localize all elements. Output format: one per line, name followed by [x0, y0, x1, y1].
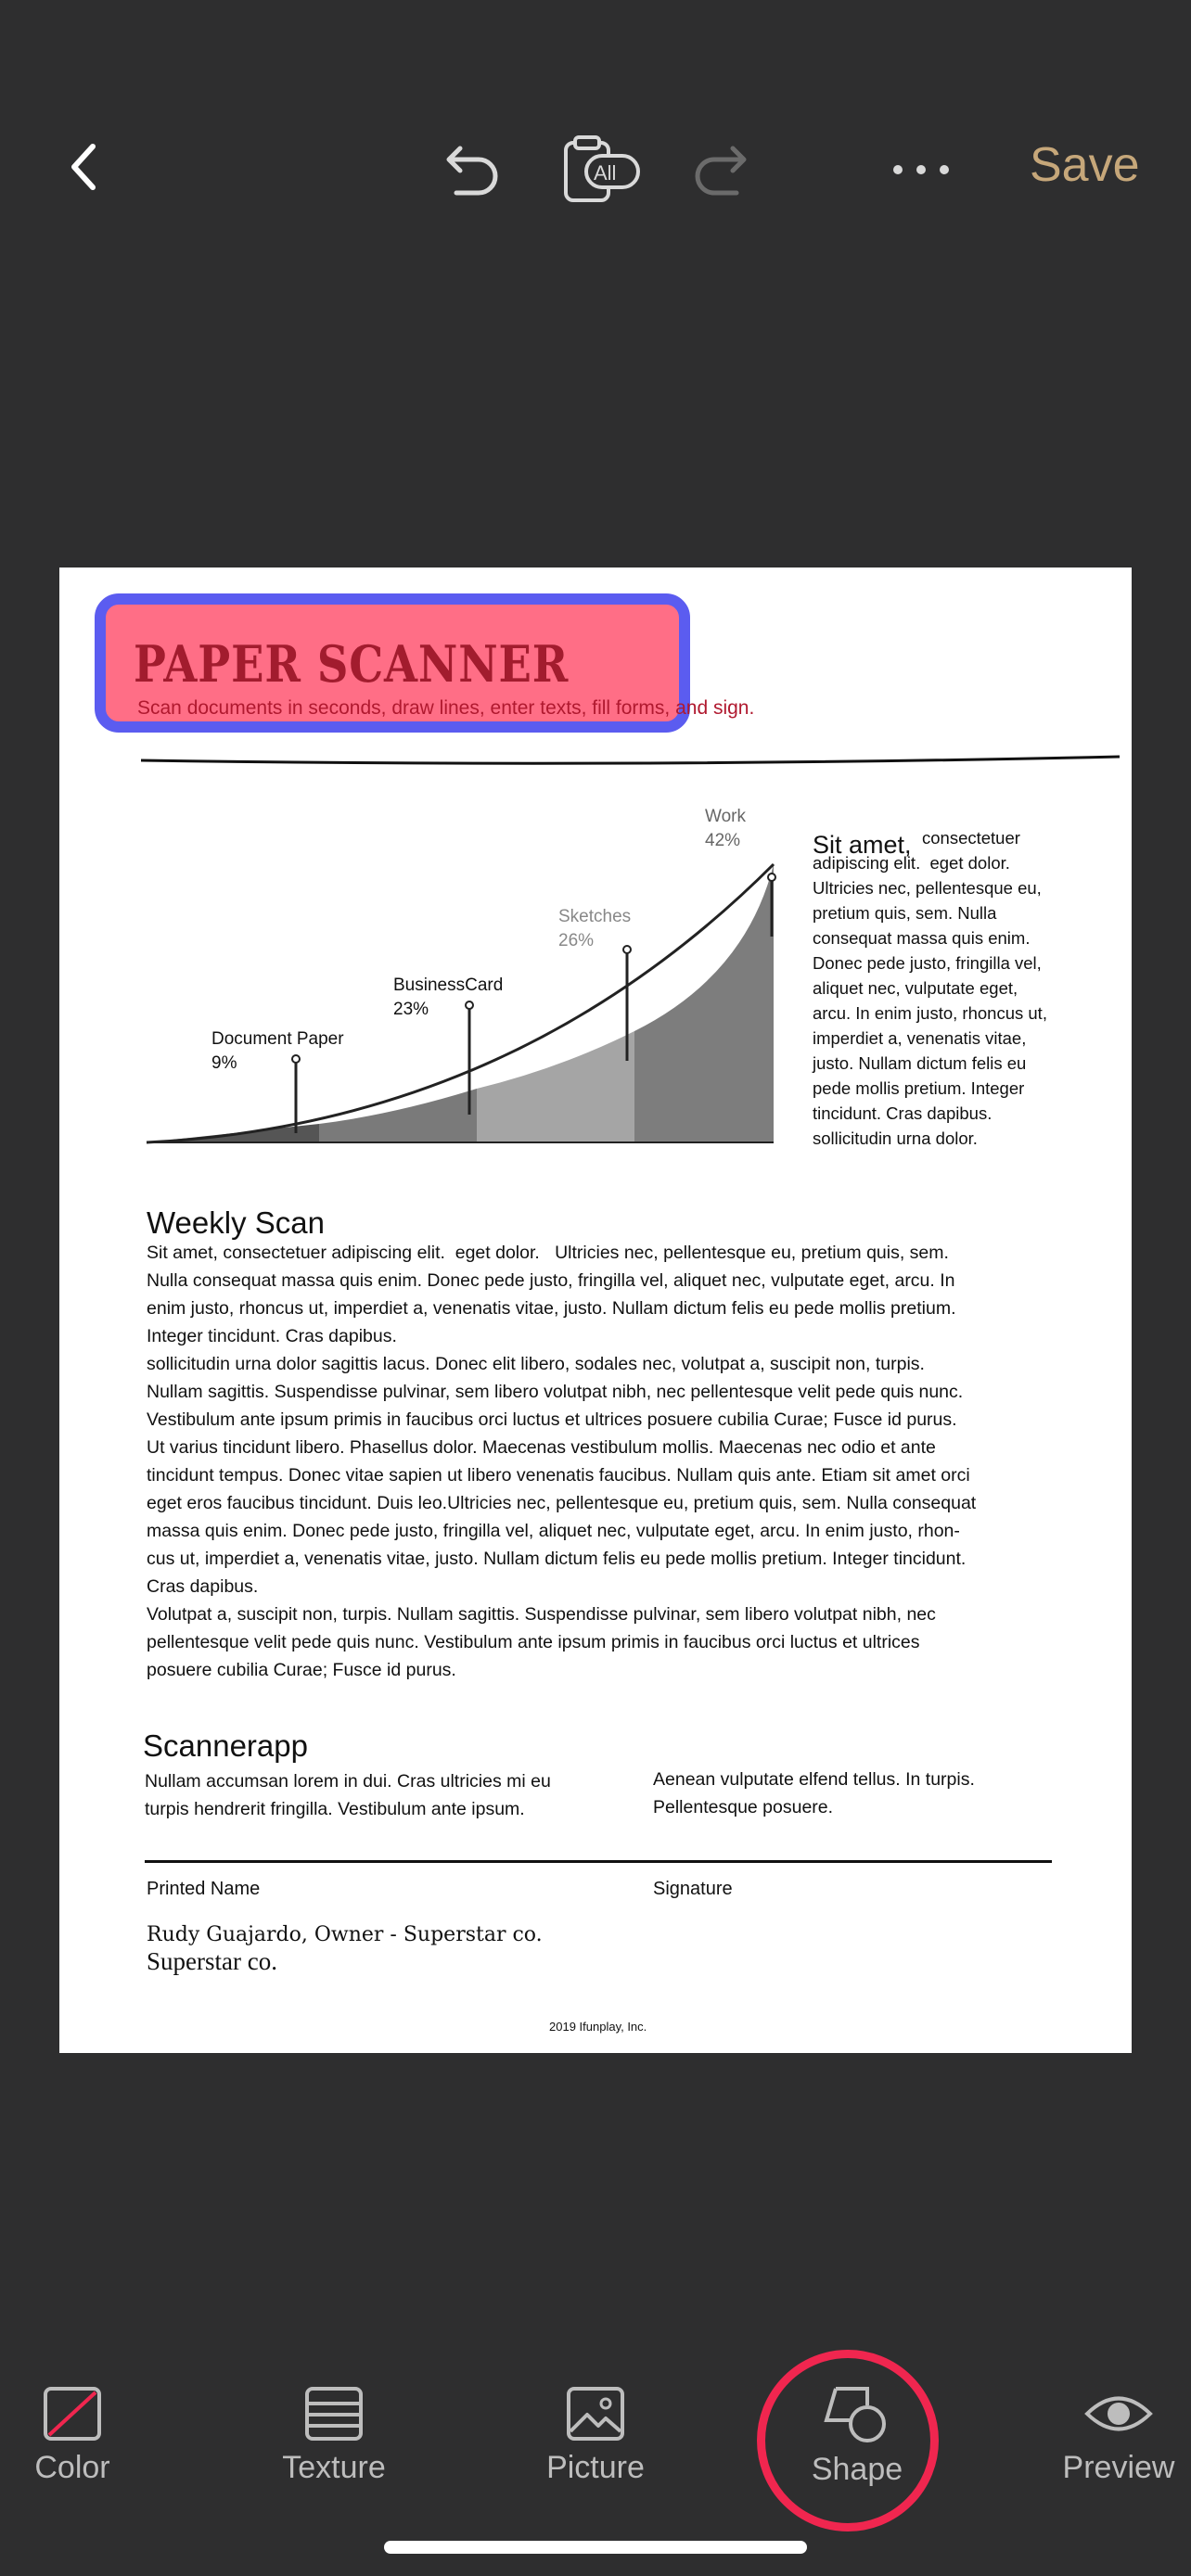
header-divider-line	[141, 751, 1124, 770]
printed-name-line2: Superstar co.	[147, 1947, 277, 1975]
back-button[interactable]	[65, 139, 111, 198]
signature-divider-line	[145, 1860, 1052, 1863]
eye-icon	[1083, 2383, 1154, 2444]
section-body-right: Aenean vulputate elfend tellus. In turpis. Pellentesque posuere.	[653, 1769, 975, 1817]
toolbar-preview[interactable]	[1026, 2383, 1191, 2486]
home-indicator	[384, 2541, 807, 2554]
redo-button[interactable]	[690, 135, 749, 200]
texture-lines-icon	[301, 2383, 366, 2444]
side-text: consectetuer adipiscing elit. eget dolor. Ultricies nec, pellentesque eu, pretium quis, sem. Nulla consequat massa quis enim. Donec pede justo, fringilla vel, aliquet nec, vulputate eget, arcu. In enim justo, rhoncus ut, imperdiet a, venenatis vitae, justo. Nullam dictum felis eu pede mollis pretium. Integer tincidunt. Cras dapibus. sollicitudin urna dolor.	[813, 828, 1047, 1148]
clear-all-button[interactable]	[560, 134, 642, 206]
scanned-document[interactable]	[59, 567, 1132, 2053]
section-title-weekly-scan: Weekly Scan	[147, 1205, 325, 1240]
chart-area-segment-3	[477, 1031, 634, 1142]
more-dots-icon	[889, 156, 954, 184]
chart-area-segment-4	[634, 864, 774, 1142]
chevron-left-icon	[65, 139, 102, 195]
section-title-scannerapp: Scannerapp	[143, 1728, 308, 1763]
all-badge-text: All	[594, 161, 617, 185]
toolbar-texture-label: Texture	[282, 2450, 386, 2485]
printed-name-label: Printed Name	[147, 1879, 261, 1899]
chart-label-sketches: Sketches 26%	[558, 907, 632, 950]
toolbar-texture[interactable]	[241, 2383, 427, 2486]
undo-icon	[443, 135, 503, 200]
toolbar-color[interactable]	[0, 2383, 165, 2486]
more-button[interactable]	[889, 156, 954, 184]
undo-button[interactable]	[443, 135, 503, 200]
toolbar-preview-label: Preview	[1062, 2450, 1175, 2485]
section-body-left: Nullam accumsan lorem in dui. Cras ultricies mi eu turpis hendrerit fringilla. Vestibulum ante ipsum.	[145, 1771, 551, 1819]
section-body-weekly-scan: Sit amet, consectetuer adipiscing elit. eget dolor. Ultricies nec, pellentesque eu, pretium quis, sem. Nulla consequat massa quis enim. Donec pede justo, fringilla vel, aliquet nec, vulputate eget, arcu. In enim justo, rhoncus ut, imperdiet a, venenatis vitae, justo. Nullam dictum felis eu pede mollis pretium. Integer tincidunt. Cras dapibus. sollicitudin urna dolor sagittis lacus. Donec elit libero, sodales nec, volutpat a, suscipit non, turpis. Nullam sagittis. Suspendisse pulvinar, sem libero volutpat nibh, nec pellentesque velit pede quis nunc. Vestibulum ante ipsum primis in faucibus orci luctus et ultrices posuere cubilia Curae; Fusce id purus. Ut varius tincidunt libero. Phasellus dolor. Maecenas vestibulum mollis. Maecenas nec odio et ante tincidunt tempus. Donec vitae sapien ut libero venenatis faucibus. Nullam quis ante. Etiam sit amet orci eget eros faucibus tincidunt. Duis leo.Ultricies nec, pellentesque eu, pretium quis, sem. Nulla consequat massa quis enim. Donec pede justo, fringilla vel, aliquet nec, vulputate eget, arcu. In enim justo, rhon- cus ut, imperdiet a, venenatis vitae, justo. Nullam dictum felis eu pede mollis pretium. Integer tincidunt. Cras dapibus. Volutpat a, suscipit non, turpis. Nullam sagittis. Suspendisse pulvinar, sem libero volutpat nibh, nec pellentesque velit pede quis nunc. Vestibulum ante ipsum primis in faucibus orci luctus et ultrices posuere cubilia Curae; Fusce id purus.	[147, 1243, 977, 1680]
toolbar-color-label: Color	[34, 2450, 110, 2485]
toolbar-shape-label: Shape	[811, 2452, 903, 2487]
chart-label-document-paper: Document Paper 9%	[211, 1029, 344, 1073]
banner-subtitle: Scan documents in seconds, draw lines, enter texts, fill forms, and sign.	[137, 697, 755, 719]
chart-label-businesscard: BusinessCard 23%	[393, 976, 504, 1019]
printed-name-line1: Rudy Guajardo, Owner - Superstar co.	[147, 1923, 543, 1946]
toolbar-picture[interactable]	[503, 2383, 688, 2486]
toolbar-picture-label: Picture	[546, 2450, 645, 2485]
side-text-lead: Sit amet,	[813, 831, 912, 859]
toolbar-shape[interactable]	[764, 2383, 950, 2488]
banner-title: PAPER SCANNER	[134, 634, 570, 694]
redo-icon	[690, 135, 749, 200]
save-button[interactable]: Save	[1030, 138, 1140, 192]
picture-icon	[563, 2383, 628, 2444]
document-footer: 2019 Ifunplay, Inc.	[549, 2020, 647, 2034]
signature-label: Signature	[653, 1879, 733, 1899]
chart-label-work: Work 42%	[705, 807, 746, 850]
color-slash-icon	[40, 2383, 105, 2444]
shape-icon	[823, 2383, 891, 2446]
